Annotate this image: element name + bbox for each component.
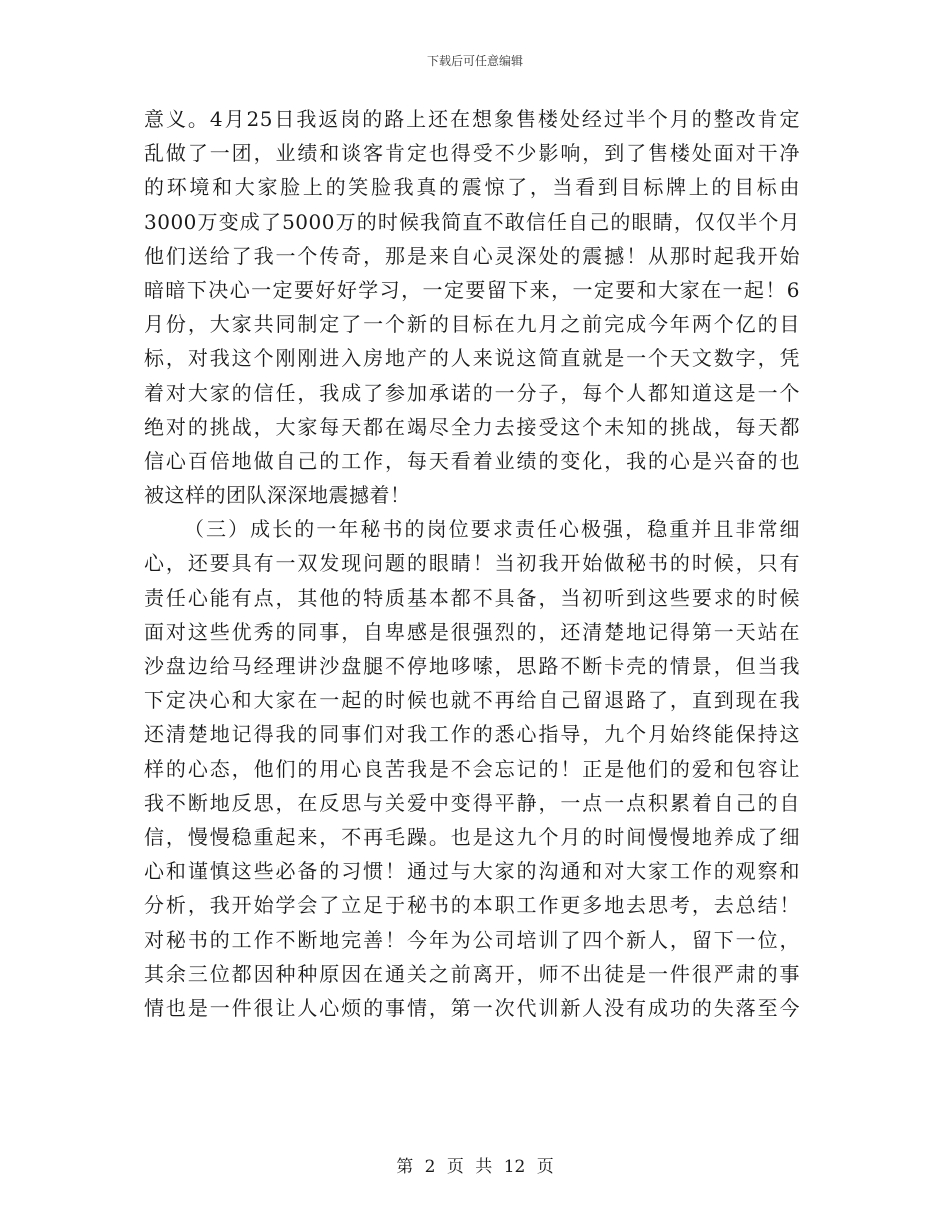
text-line: 暗暗下决心一定要好好学习，一定要留下来，一定要和大家在一起！6 <box>144 277 800 302</box>
page-header: 下载后可任意编辑 <box>426 54 523 68</box>
text-line: 绝对的挑战，大家每天都在竭尽全力去接受这个未知的挑战，每天都 <box>144 414 800 439</box>
text-line: 标，对我这个刚刚进入房地产的人来说这简直就是一个天文数字，凭 <box>144 346 800 371</box>
text-line: 乱做了一团，业绩和谈客肯定也得受不少影响，到了售楼处面对干净 <box>144 141 800 166</box>
text-line: 着对大家的信任，我成了参加承诺的一分子，每个人都知道这是一个 <box>144 380 800 405</box>
text-line: 我不断地反思，在反思与关爱中变得平静，一点一点积累着自己的自 <box>144 790 800 815</box>
text-line: 面对这些优秀的同事，自卑感是很强烈的，还清楚地记得第一天站在 <box>144 619 800 644</box>
page-footer: 第 2 页 共 12 页 <box>396 1157 554 1177</box>
text-line: 的环境和大家脸上的笑脸我真的震惊了，当看到目标牌上的目标由 <box>144 175 800 200</box>
text-line: 心，还要具有一双发现问题的眼睛！当初我开始做秘书的时候，只有 <box>144 551 800 576</box>
text-line: 信心百倍地做自己的工作，每天看着业绩的变化，我的心是兴奋的也 <box>144 448 800 473</box>
text-line: 沙盘边给马经理讲沙盘腿不停地哆嗦，思路不断卡壳的情景，但当我 <box>144 654 800 678</box>
text-line: 3000万变成了5000万的时候我简直不敢信任自己的眼睛，仅仅半个月 <box>144 209 800 234</box>
text-line: 责任心能有点，其他的特质基本都不具备，当初听到这些要求的时候 <box>144 585 800 610</box>
text-line: 心和谨慎这些必备的习惯！通过与大家的沟通和对大家工作的观察和 <box>144 859 800 884</box>
text-line: 他们送给了我一个传奇，那是来自心灵深处的震撼！从那时起我开始 <box>144 243 800 268</box>
text-line: （三）成长的一年秘书的岗位要求责任心极强，稳重并且非常细 <box>184 517 800 542</box>
text-line: 信，慢慢稳重起来，不再毛躁。也是这九个月的时间慢慢地养成了细 <box>144 824 800 849</box>
text-line: 情也是一件很让人心烦的事情，第一次代训新人没有成功的失落至今 <box>144 995 800 1020</box>
text-line: 意义。4月25日我返岗的路上还在想象售楼处经过半个月的整改肯定 <box>144 107 800 131</box>
text-line: 对秘书的工作不断地完善！今年为公司培训了四个新人，留下一位， <box>144 927 800 952</box>
text-line: 还清楚地记得我的同事们对我工作的悉心指导，九个月始终能保持这 <box>144 722 800 747</box>
paragraph <box>144 512 800 1025</box>
text-line: 月份，大家共同制定了一个新的目标在九月之前完成今年两个亿的目 <box>144 312 800 337</box>
text-line: 被这样的团队深深地震撼着！ <box>144 483 411 508</box>
paragraph <box>144 102 800 512</box>
text-line: 样的心态，他们的用心良苦我是不会忘记的！正是他们的爱和包容让 <box>144 756 800 781</box>
text-line: 其余三位都因种种原因在通关之前离开，师不出徒是一件很严肃的事 <box>144 961 800 986</box>
text-line: 下定决心和大家在一起的时候也就不再给自己留退路了，直到现在我 <box>144 688 800 713</box>
text-line: 分析，我开始学会了立足于秘书的本职工作更多地去思考，去总结！ <box>144 893 800 918</box>
document-body <box>144 102 800 1025</box>
